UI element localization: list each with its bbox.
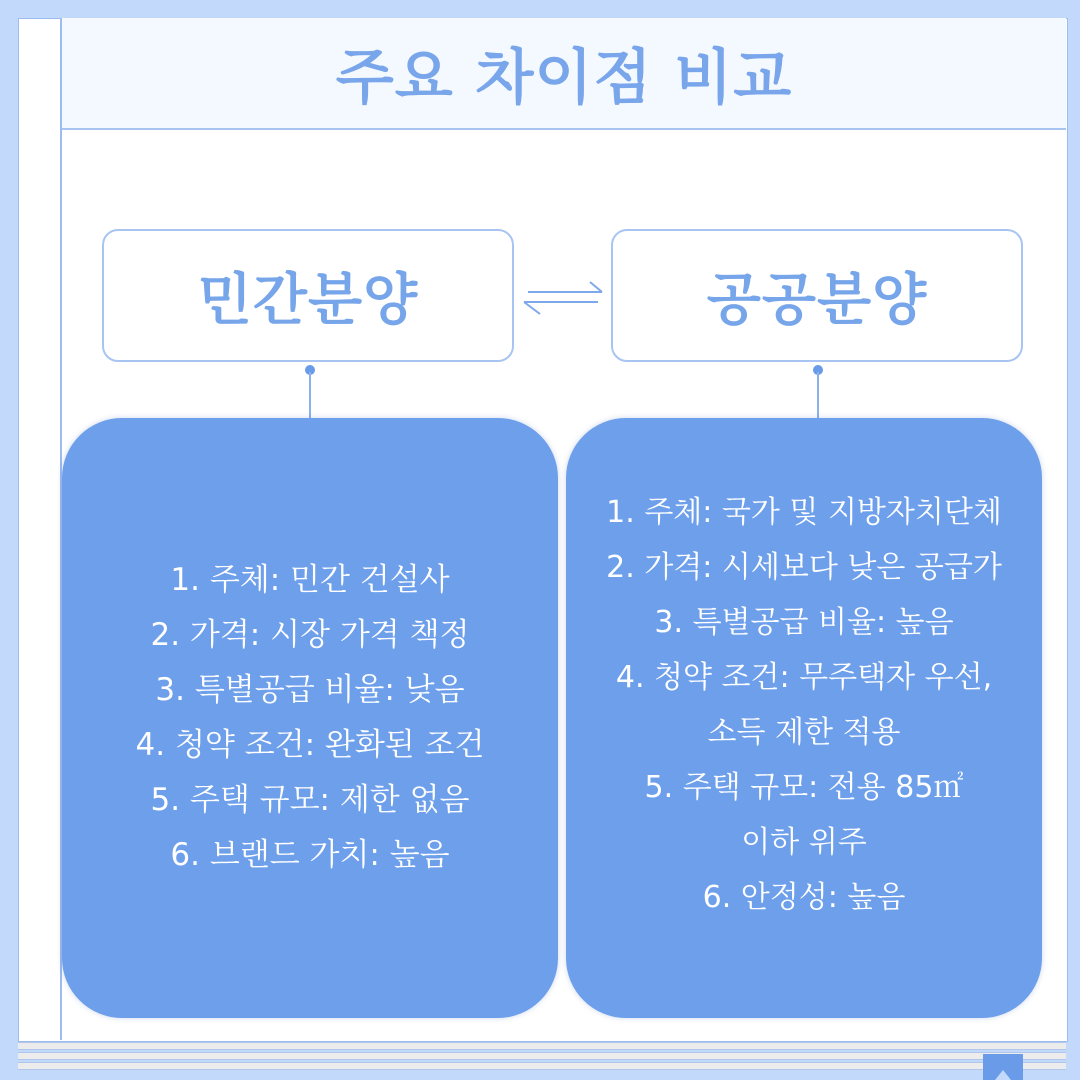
list-item: 4. 청약 조건: 무주택자 우선,: [615, 660, 993, 695]
list-item: 4. 청약 조건: 완화된 조건: [135, 727, 485, 763]
title-bar: [62, 18, 1066, 130]
list-item: 5. 주택 규모: 제한 없음: [150, 782, 470, 818]
list-item: 소득 제한 적용: [707, 715, 901, 750]
right-connector-line: [817, 372, 819, 418]
list-item: 1. 주체: 민간 건설사: [170, 562, 450, 598]
list-item: 6. 안정성: 높음: [702, 880, 906, 915]
private-sale-panel: [62, 418, 558, 1018]
swap-arrows-icon: [520, 278, 606, 318]
list-item: 6. 브랜드 가치: 높음: [170, 837, 450, 873]
private-sale-label-box: [102, 229, 514, 362]
list-item: 이하 위주: [741, 825, 867, 860]
left-connector-line: [309, 372, 311, 418]
page-title: 주요 차이점 비교: [335, 43, 793, 113]
public-sale-label: 공공분양: [706, 267, 928, 333]
bookmark-icon: [983, 1054, 1023, 1080]
list-item: 2. 가격: 시세보다 낮은 공급가: [606, 550, 1002, 585]
list-item: 1. 주체: 국가 및 지방자치단체: [606, 495, 1002, 530]
list-item: 3. 특별공급 비율: 높음: [654, 605, 954, 640]
page-edge: [18, 1042, 1066, 1050]
list-item: 2. 가격: 시장 가격 책정: [150, 617, 470, 653]
page-edge: [18, 1052, 1066, 1060]
public-sale-panel: [566, 418, 1042, 1018]
page-edge: [18, 1062, 1066, 1070]
list-item: 5. 주택 규모: 전용 85㎡: [644, 770, 964, 805]
public-sale-label-box: [611, 229, 1023, 362]
notebook-spine: [18, 18, 62, 1040]
list-item: 3. 특별공급 비율: 낮음: [155, 672, 465, 708]
private-sale-label: 민간분양: [197, 267, 419, 333]
